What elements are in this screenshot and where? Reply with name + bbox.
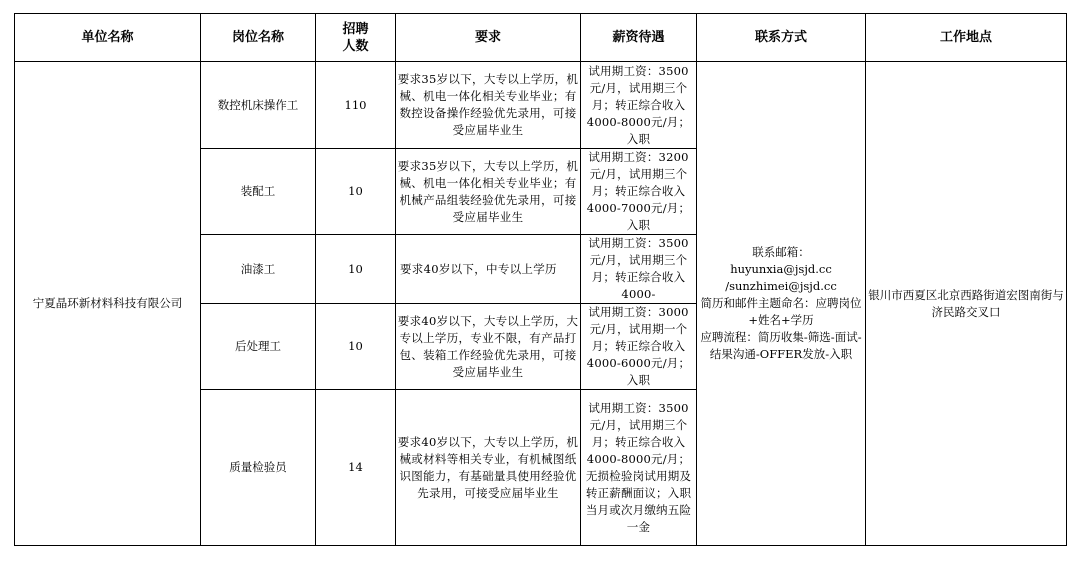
company-name: 宁夏晶环新材料科技有限公司 xyxy=(15,62,201,546)
position-name: 装配工 xyxy=(201,149,316,235)
requirements-text: 要求40岁以下，中专以上学历 xyxy=(396,235,581,304)
header-company: 单位名称 xyxy=(15,14,201,62)
salary-text: 试用期工资：3500元/月，试用期三个月；转正综合收入4000-8000元/月；入职 xyxy=(581,62,697,149)
hiring-count: 10 xyxy=(316,235,396,304)
requirements-text: 要求35岁以下，大专以上学历，机械、机电一体化相关专业毕业；有机械产品组装经验优先录用，可接受应届毕业生 xyxy=(396,149,581,235)
hiring-count: 110 xyxy=(316,62,396,149)
contact-info: 联系邮箱： huyunxia@jsjd.cc /sunzhimei@jsjd.cc 简历和邮件主题命名：应聘岗位+姓名+学历 应聘流程：简历收集-筛选-面试-结果沟通-OFFER发放-入职 xyxy=(697,62,866,546)
position-name: 数控机床操作工 xyxy=(201,62,316,149)
hiring-count: 14 xyxy=(316,390,396,546)
header-salary: 薪资待遇 xyxy=(581,14,697,62)
header-count: 招聘 人数 xyxy=(316,14,396,62)
salary-text: 试用期工资：3200元/月，试用期三个月；转正综合收入4000-7000元/月；入职 xyxy=(581,149,697,235)
work-location: 银川市西夏区北京西路街道宏图南街与济民路交叉口 xyxy=(866,62,1067,546)
hiring-count: 10 xyxy=(316,304,396,390)
salary-text: 试用期工资：3500元/月，试用期三个月；转正综合收入4000-8000元/月；无损检验岗试用期及转正薪酬面议；入职当月或次月缴纳五险一金 xyxy=(581,390,697,546)
salary-text: 试用期工资：3000元/月，试用期一个月；转正综合收入4000-6000元/月；入职 xyxy=(581,304,697,390)
table-row xyxy=(15,62,1067,149)
position-name: 后处理工 xyxy=(201,304,316,390)
hiring-count: 10 xyxy=(316,149,396,235)
salary-text: 试用期工资：3500元/月，试用期三个月；转正综合收入4000- xyxy=(581,235,697,304)
requirements-text: 要求40岁以下，大专以上学历，大专以上学历，专业不限，有产品打包、装箱工作经验优先录用，可接受应届毕业生 xyxy=(396,304,581,390)
position-name: 油漆工 xyxy=(201,235,316,304)
header-requirements: 要求 xyxy=(396,14,581,62)
position-name: 质量检验员 xyxy=(201,390,316,546)
requirements-text: 要求40岁以下，大专以上学历，机械或材料等相关专业，有机械图纸识图能力，有基础量具使用经验优先录用，可接受应届毕业生 xyxy=(396,390,581,546)
header-location: 工作地点 xyxy=(866,14,1067,62)
header-contact: 联系方式 xyxy=(697,14,866,62)
recruitment-table xyxy=(14,13,1067,546)
header-position: 岗位名称 xyxy=(201,14,316,62)
header-row xyxy=(15,14,1067,62)
requirements-text: 要求35岁以下，大专以上学历，机械、机电一体化相关专业毕业；有数控设备操作经验优先录用，可接受应届毕业生 xyxy=(396,62,581,149)
